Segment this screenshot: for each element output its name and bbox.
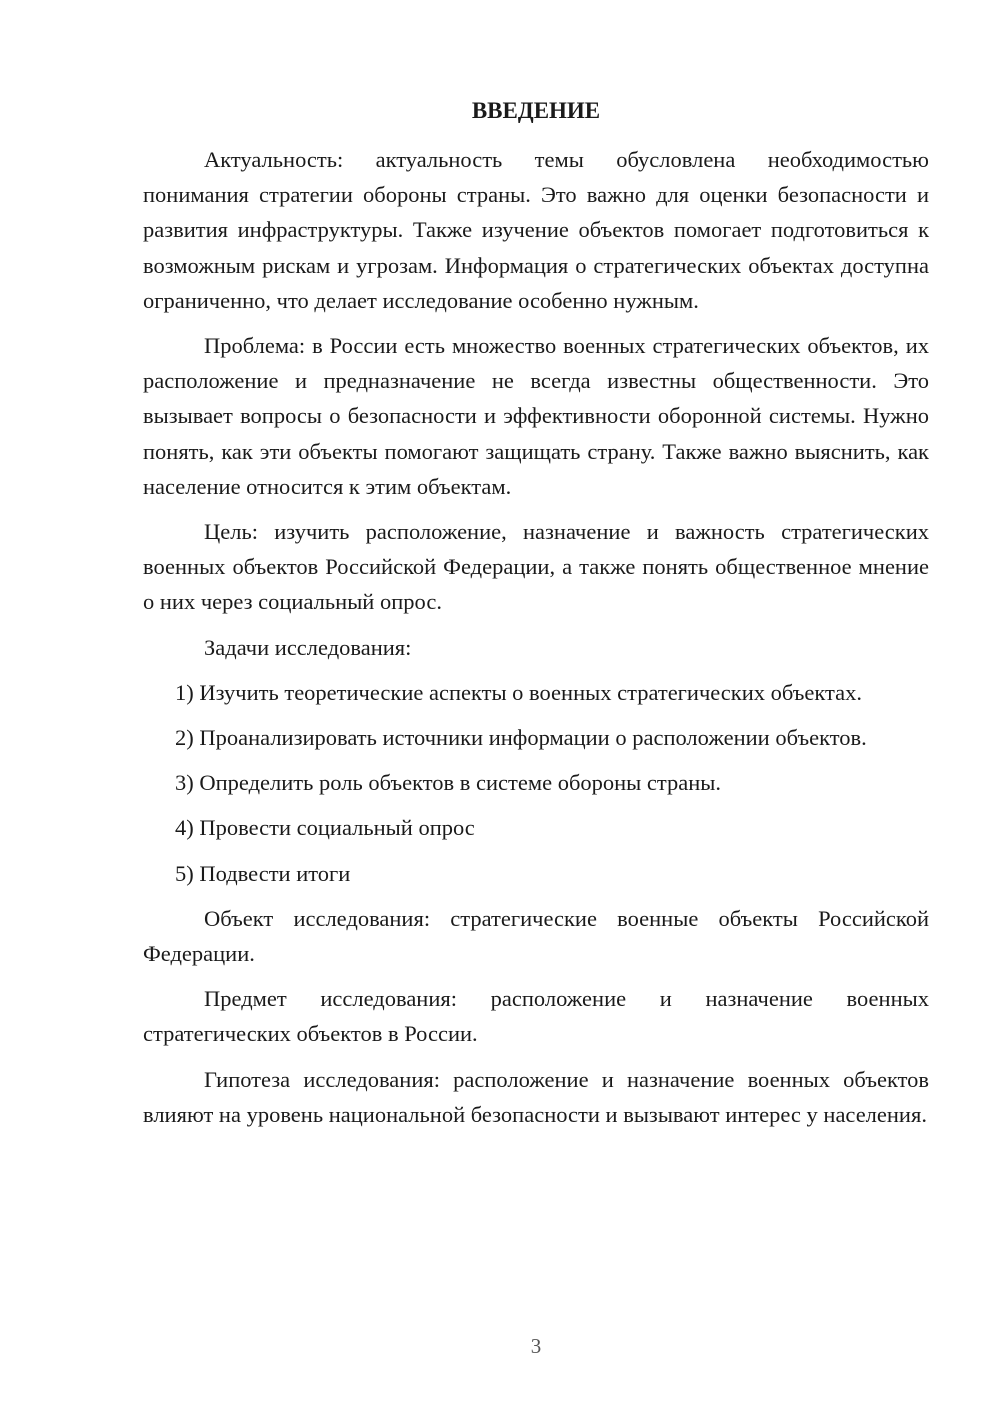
paragraph-goal: Цель: изучить расположение, назначение и важность стратегических военных объектов Российской Федерации, а также понять общественное мнение о них через социальный опрос. (143, 519, 929, 615)
paragraph-subject: Предмет исследования: расположение и назначение военных стратегических объектов в России. (143, 986, 929, 1047)
document-body (143, 142, 929, 1142)
task-item-5: 5) Подвести итоги (175, 860, 351, 886)
task-item-1: 1) Изучить теоретические аспекты о военных стратегических объектах. (175, 679, 863, 705)
paragraph-object: Объект исследования: стратегические военные объекты Российской Федерации. (143, 905, 929, 967)
task-item-4: 4) Провести социальный опрос (175, 815, 475, 841)
page-number: 3 (530, 1334, 542, 1358)
tasks-heading: Задачи исследования: (204, 634, 412, 660)
task-item-2: 2) Проанализировать источники информации о расположении объектов. (175, 725, 867, 751)
paragraph-problem: Проблема: в России есть множество военных стратегических объектов, их расположение и предназначение не всегда известны общественности. Это вызывает вопросы о безопасности и эффективности оборонной системы. Нужно понять, как эти объекты помогают защищать страну. Также важно выяснить, как население относится к этим объектам. (143, 333, 929, 499)
paragraph-relevance: Актуальность: актуальность темы обусловлена необходимостью понимания стратегии обороны страны. Это важно для оценки безопасности и развития инфраструктуры. Также изучение объектов помогает подготовиться к возможным рискам и угрозам. Информация о стратегических объектах доступна ограниченно, что делает исследование особенно нужным. (143, 147, 929, 313)
section-title: ВВЕДЕНИЕ (471, 98, 601, 123)
task-item-3: 3) Определить роль объектов в системе обороны страны. (175, 770, 722, 796)
paragraph-hypothesis: Гипотеза исследования: расположение и назначение военных объектов влияют на уровень национальной безопасности и вызывают интерес у населения. (143, 1066, 929, 1127)
